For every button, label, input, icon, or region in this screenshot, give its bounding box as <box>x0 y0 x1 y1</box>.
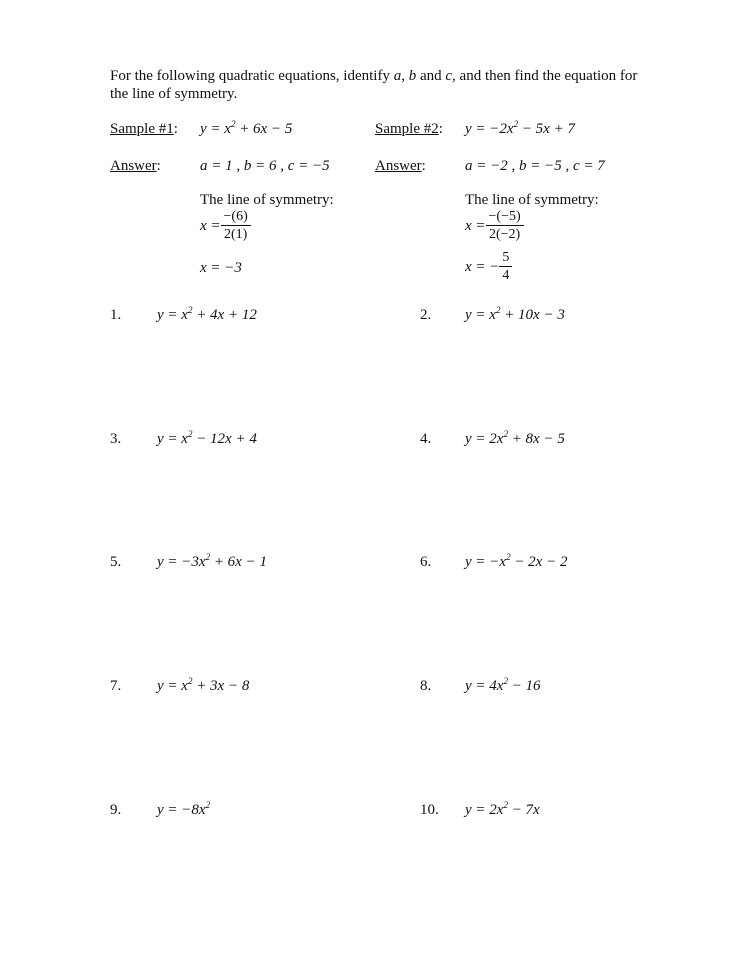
sample-2-result-lhs: x = − <box>465 258 500 275</box>
problem-8-number: 8. <box>420 678 432 694</box>
problem-6-suffix: − 2x − 2 <box>510 554 568 570</box>
problem-4-suffix: + 8x − 5 <box>507 431 565 447</box>
sample-2-label <box>375 119 443 139</box>
problem-6-number: 6. <box>420 554 432 570</box>
problem-5-prefix: y = −3x <box>157 554 206 570</box>
problem-5-suffix: + 6x − 1 <box>210 554 267 570</box>
problem-3-suffix: − 12x + 4 <box>192 431 257 447</box>
problem-5-number: 5. <box>110 554 122 570</box>
sample-1-fraction <box>221 208 251 243</box>
sample-2-eq-suffix: − 5x + 7 <box>518 121 575 137</box>
problem-4-number: 4. <box>420 431 432 447</box>
sample-2-frac-denominator: 2(−2) <box>488 227 521 242</box>
sample-1-label <box>110 119 178 139</box>
var-c: c <box>445 68 453 84</box>
sample-2-answer-label <box>375 156 426 176</box>
problem-6-exponent: 2 <box>506 552 511 562</box>
problem-4-prefix: y = 2x <box>465 431 504 447</box>
sample-1-frac-numerator: −(6) <box>221 208 251 226</box>
sample-2-answer-colon: : <box>421 158 426 174</box>
sample-1-result <box>200 258 242 278</box>
sample-1-equation <box>200 119 292 139</box>
sample-2-eq-prefix: y = −2x <box>465 121 514 137</box>
problem-2-number: 2. <box>420 307 432 323</box>
problem-2-prefix: y = x <box>465 307 496 323</box>
sample-2-colon: : <box>438 121 443 137</box>
problem-5-exponent: 2 <box>205 552 211 562</box>
var-b: b <box>408 68 417 84</box>
problem-10-prefix: y = 2x <box>465 802 504 818</box>
problem-10-number: 10. <box>420 802 439 818</box>
problem-9-exponent: 2 <box>205 800 211 810</box>
problem-7-equation <box>157 676 249 696</box>
instructions-line-2: the line of symmetry. <box>110 86 238 102</box>
problem-8-equation <box>465 676 541 696</box>
sample-2-symmetry-fraction <box>465 208 524 243</box>
sample-2-frac-numerator: −(−5) <box>486 208 524 226</box>
problem-1-suffix: + 4x + 12 <box>192 307 257 323</box>
problem-2-equation <box>465 305 565 325</box>
sample-1-answer-label-text: Answer <box>110 158 157 174</box>
problem-2-exponent: 2 <box>495 305 501 315</box>
sample-1-colon: : <box>173 121 178 137</box>
problem-10-equation <box>465 800 540 820</box>
sample-2-answer-label-text: Answer <box>375 158 422 174</box>
problem-2-suffix: + 10x − 3 <box>500 307 565 323</box>
instructions-line-1 <box>110 66 637 86</box>
sample-1-result-lhs: x = <box>200 260 225 276</box>
problem-5-equation <box>157 552 267 572</box>
problem-8-prefix: y = 4x <box>465 678 504 694</box>
problem-1-exponent: 2 <box>187 305 193 315</box>
problem-7-number: 7. <box>110 678 122 694</box>
problem-7-exponent: 2 <box>187 676 193 686</box>
problem-6-prefix: y = −x <box>465 554 507 570</box>
sample-2-result-numerator: 5 <box>499 249 512 267</box>
problem-8-suffix: − 16 <box>507 678 541 694</box>
sample-2-label-text: Sample #2 <box>375 121 439 137</box>
sample-1-label-text: Sample #1 <box>110 121 174 137</box>
sample-1-answer-colon: : <box>156 158 161 174</box>
problem-4-exponent: 2 <box>503 429 508 439</box>
sample-2-answer: a = −2 , b = −5 , c = 7 <box>465 158 605 174</box>
problem-6-equation <box>465 552 567 572</box>
problem-7-prefix: y = x <box>157 678 188 694</box>
problem-1-equation <box>157 305 257 325</box>
problem-1-number: 1. <box>110 307 122 323</box>
problem-9-number: 9. <box>110 802 122 818</box>
problem-4-equation <box>465 429 565 449</box>
sample-1-symmetry-fraction <box>200 208 251 243</box>
sample-1-eq-suffix: + 6x − 5 <box>235 121 293 137</box>
problem-9-equation <box>157 800 210 820</box>
sample-2-eq-exponent: 2 <box>513 119 519 129</box>
problem-10-exponent: 2 <box>503 800 508 810</box>
sample-2-fraction <box>486 208 524 243</box>
problem-3-exponent: 2 <box>187 429 193 439</box>
sample-1-answer: a = 1 , b = 6 , c = −5 <box>200 158 330 174</box>
sample-1-frac-denominator: 2(1) <box>223 227 248 242</box>
sample-1-answer-label <box>110 156 161 176</box>
instructions-separator: , <box>401 68 409 84</box>
var-a: a <box>393 68 402 84</box>
problem-9-prefix: y = −8x <box>157 802 206 818</box>
instructions-and: and <box>416 68 446 84</box>
problem-3-equation <box>157 429 257 449</box>
sample-2-result-denominator: 4 <box>502 268 510 283</box>
problem-3-prefix: y = x <box>157 431 188 447</box>
sample-2-frac-lhs: x = <box>465 217 486 234</box>
sample-2-symmetry-label: The line of symmetry: <box>465 192 599 208</box>
problem-3-number: 3. <box>110 431 122 447</box>
instructions-text-rest: , and then find the equation for <box>452 68 638 84</box>
problem-8-exponent: 2 <box>503 676 508 686</box>
instructions-text: For the following quadratic equations, identify <box>110 68 394 84</box>
sample-1-eq-prefix: y = x <box>200 121 231 137</box>
problem-10-suffix: − 7x <box>507 802 540 818</box>
sample-1-eq-exponent: 2 <box>230 119 236 129</box>
sample-2-result <box>465 249 512 284</box>
sample-1-symmetry-label: The line of symmetry: <box>200 192 334 208</box>
sample-2-equation <box>465 119 575 139</box>
problem-1-prefix: y = x <box>157 307 188 323</box>
sample-1-frac-lhs: x = <box>200 217 221 234</box>
sample-1-result-value: −3 <box>224 260 242 276</box>
problem-7-suffix: + 3x − 8 <box>192 678 250 694</box>
sample-2-result-fraction <box>499 249 512 284</box>
